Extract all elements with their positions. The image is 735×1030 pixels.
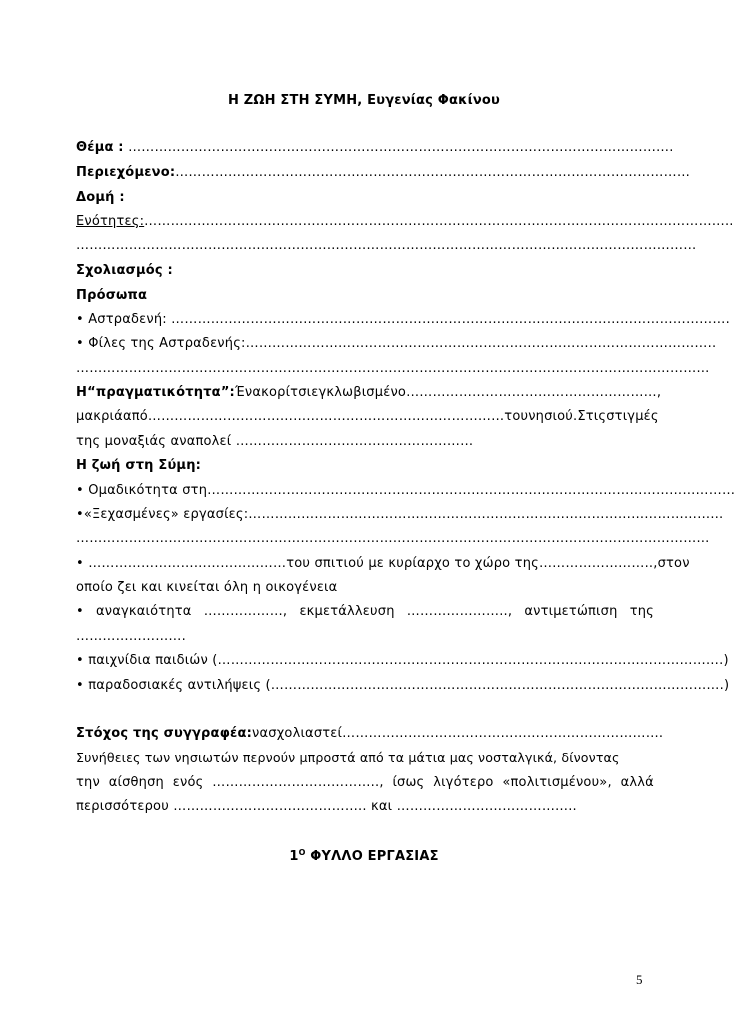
dots-line: ………………………………………………………………………………………………………………………………: [76, 361, 710, 376]
word: από: [122, 409, 148, 424]
spiti-text: του σπιτιού με κυρίαρχο το χώρο της: [286, 556, 539, 571]
word: εγκλωβισμένο: [311, 385, 407, 400]
worksheet-superscript: Ο: [298, 848, 306, 857]
dots-line: ………………………………………………………………………………………………………………………………: [76, 531, 710, 546]
worksheet-number: 1: [289, 849, 299, 864]
synitheies-line: Συνήθειες των νησιωτών περνούν μπροστά από τα μάτια μας νοσταλγικά, δίνοντας: [76, 750, 620, 765]
word: νησιού.: [528, 409, 578, 424]
omadikotita-line: • Ομαδικότητα στη…………………………………………………………………………………………………………: [76, 483, 735, 498]
spiti-text: στον: [657, 556, 690, 571]
word: μακριά: [76, 409, 123, 424]
page-number: 5: [636, 972, 643, 987]
worksheet-heading: [0, 849, 728, 865]
anagkaiotita-line: [76, 604, 654, 620]
word: ίσως: [392, 775, 425, 790]
word: …………………………………………………,: [406, 385, 662, 400]
xechasmenes-line: •«Ξεχασμένες» εργασίες:………………………………………………………………………………………………: [76, 507, 724, 522]
periexomeno-dots: ………………………………………………………………………………………………………: [175, 165, 691, 180]
paichnidia-line: • παιχνίδια παιδιών (…………………………………………………………………………………………………….): [76, 653, 729, 668]
spiti-dots: ……………………..,: [538, 556, 658, 571]
prosopa-label: Πρόσωπα: [76, 288, 148, 303]
dots-line: ……………………………………………………………………………………………………………………………: [76, 238, 697, 253]
enotites-dots: ……………………………………………………………………………………………………………………..: [144, 214, 734, 229]
word: να: [252, 726, 269, 741]
word: ενός: [172, 775, 204, 790]
word: αντιμετώπιση: [524, 604, 618, 619]
word: λιγότερο: [433, 775, 494, 790]
opoio-line: οποίο ζει και κινείται όλη η οικογένεια: [76, 580, 338, 595]
spiti-line: [76, 556, 690, 572]
word: αλλά: [620, 775, 654, 790]
word: ………………………………………………………………………του: [147, 409, 529, 424]
word: Στις: [577, 409, 607, 424]
scholiasmos-label: Σχολιασμός :: [76, 263, 173, 278]
files-line: • Φίλες της Αστραδενής:……………………………………………………………………………………………..: [76, 336, 717, 351]
stochos-line: [76, 726, 664, 742]
word: στιγμές: [606, 409, 659, 424]
word: της: [629, 604, 654, 619]
word: κορίτσι: [261, 385, 312, 400]
zoi-label: Η ζωή στη Σύμη:: [76, 458, 202, 473]
word: «πολιτισμένου»,: [502, 775, 612, 790]
spiti-dots: • ………………………………………: [76, 556, 287, 571]
word: …………………..,: [406, 604, 513, 619]
astradeni-line: • Αστραδενή: ……………………………………………………………………………………………………………….: [76, 312, 730, 327]
word: “πραγματικότητα”:: [87, 385, 235, 400]
domi-label: Δομή :: [76, 190, 125, 205]
anag-dots-line: …………………….: [76, 629, 186, 644]
periexomeno-label: Περιεχόμενο:: [76, 165, 176, 180]
thema-label: Θέμα :: [76, 140, 124, 155]
pragmatikotita-line: [76, 385, 662, 401]
word: •: [76, 604, 84, 619]
perissotero-text: και …………………………………..: [366, 799, 577, 814]
thema-line: [76, 140, 674, 156]
word: ……………………………………………………………….: [342, 726, 664, 741]
word: αίσθηση: [108, 775, 164, 790]
word: ………………,: [203, 604, 288, 619]
page-title: Η ΖΩΗ ΣΤΗ ΣΥΜΗ, Ευγενίας Φακίνου: [227, 93, 501, 108]
monaxia-line: της μοναξιάς αναπολεί ………………………………………………: [76, 434, 474, 449]
word: Η: [76, 385, 88, 400]
word: την: [76, 775, 100, 790]
word: εκμετάλλευση: [299, 604, 395, 619]
thema-dots: …………………………………………………………………………………………………………….: [128, 140, 674, 155]
periexomeno-line: [76, 165, 691, 181]
perissotero-text: περισσότερου ……………………………………..: [76, 799, 367, 814]
worksheet-label: ΦΥΛΛΟ ΕΡΓΑΣΙΑΣ: [305, 849, 439, 864]
word: σχολιαστεί: [268, 726, 343, 741]
paradosiakes-line: • παραδοσιακές αντιλήψεις (………………………………………………………………………………………….): [76, 678, 730, 693]
enotites-label: Ενότητες:: [76, 214, 145, 229]
word: Ένα: [234, 385, 262, 400]
word: ………………………………..,: [212, 775, 384, 790]
enotites-line: [76, 214, 734, 230]
perissotero-line: [76, 799, 654, 815]
aisthisi-line: [76, 775, 654, 791]
word: αναγκαιότητα: [96, 604, 192, 619]
makria-line: [76, 409, 659, 425]
stochos-label: Στόχος της συγγραφέα:: [76, 726, 253, 741]
